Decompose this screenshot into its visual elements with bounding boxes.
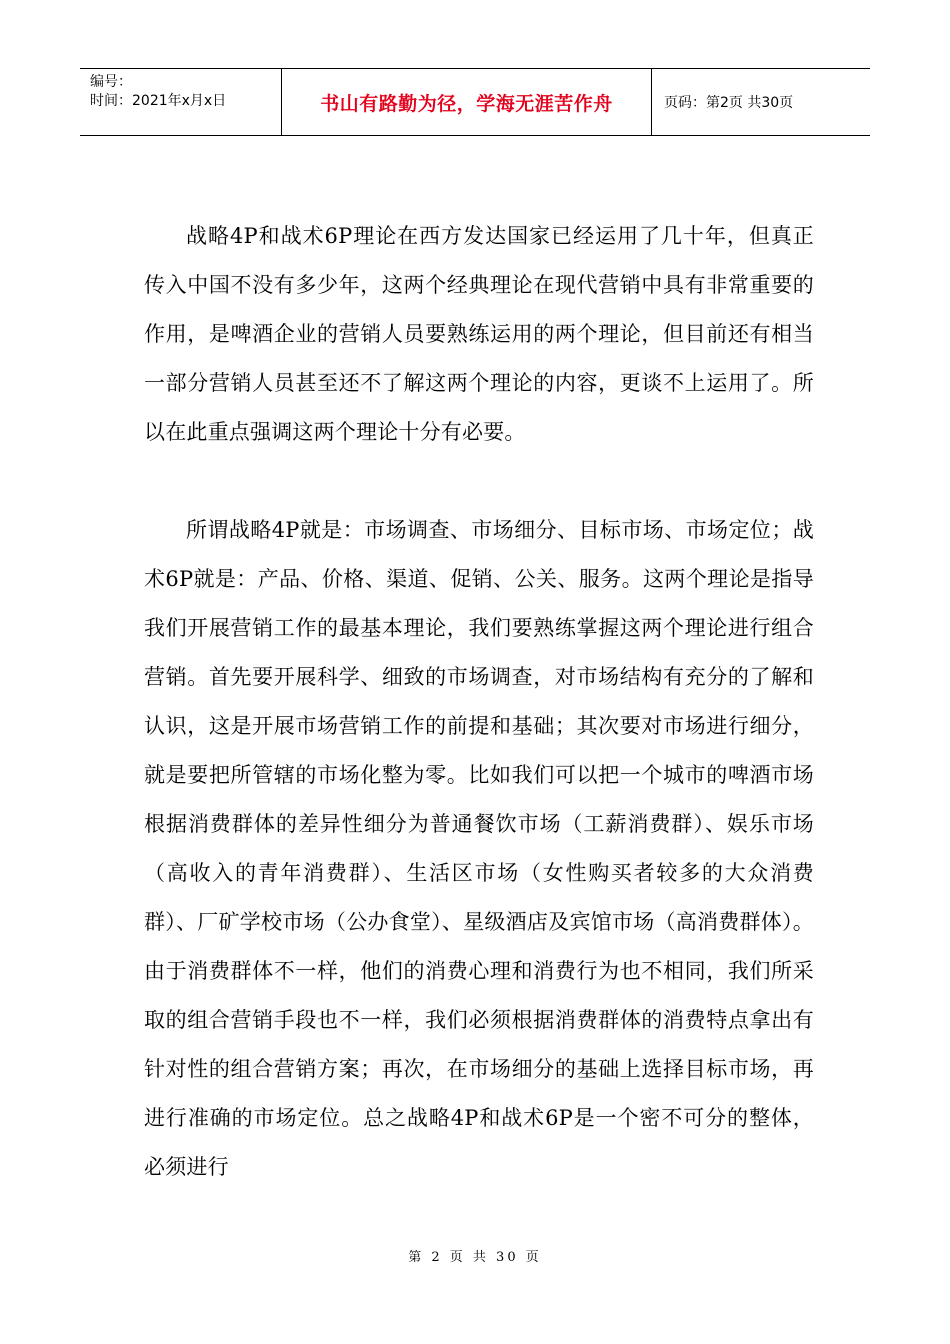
header-motto: 书山有路勤为径，学海无涯苦作舟 <box>320 92 613 115</box>
paragraph-1: 战略4P和战术6P理论在西方发达国家已经运用了几十年，但真正传入中国不没有多少年，这两个经典理论在现代营销中具有非常重要的作用，是啤酒企业的营销人员要熟练运用的两个理论，但目前还有相当一部分营销人员甚至还不了解这两个理论的内容，更谈不上运用了。所以在此重点强调这两个理论十分有必要。 <box>144 224 814 444</box>
document-body <box>144 212 814 1192</box>
document-header <box>80 68 870 136</box>
page-footer: 第 2 页 共 30 页 <box>408 1250 542 1265</box>
paragraph-2: 所谓战略4P就是：市场调查、市场细分、目标市场、市场定位；战术6P就是：产品、价格、渠道、促销、公关、服务。这两个理论是指导我们开展营销工作的最基本理论，我们要熟练掌握这两个理论进行组合营销。首先要开展科学、细致的市场调查，对市场结构有充分的了解和认识，这是开展市场营销工作的前提和基础；其次要对市场进行细分，就是要把所管辖的市场化整为零。比如我们可以把一个城市的啤酒市场根据消费群体的差异性细分为普通餐饮市场（工薪消费群）、娱乐市场（高收入的青年消费群）、生活区市场（女性购买者较多的大众消费群）、厂矿学校市场（公办食堂）、星级酒店及宾馆市场（高消费群体）。由于消费群体不一样，他们的消费心理和消费行为也不相同，我们所采取的组合营销手段也不一样，我们必须根据消费群体的消费特点拿出有针对性的组合营销方案；再次，在市场细分的基础上选择目标市场，再进行准确的市场定位。总之战略4P和战术6P是一个密不可分的整体，必须进行 <box>144 518 814 1179</box>
document-number-label: 编号： <box>90 74 132 90</box>
header-meta-cell <box>80 69 282 135</box>
document-date: 时间：2021年x月x日 <box>90 93 227 109</box>
header-page-code: 页码：第2页 共30页 <box>664 95 794 111</box>
header-motto-cell <box>282 69 652 135</box>
